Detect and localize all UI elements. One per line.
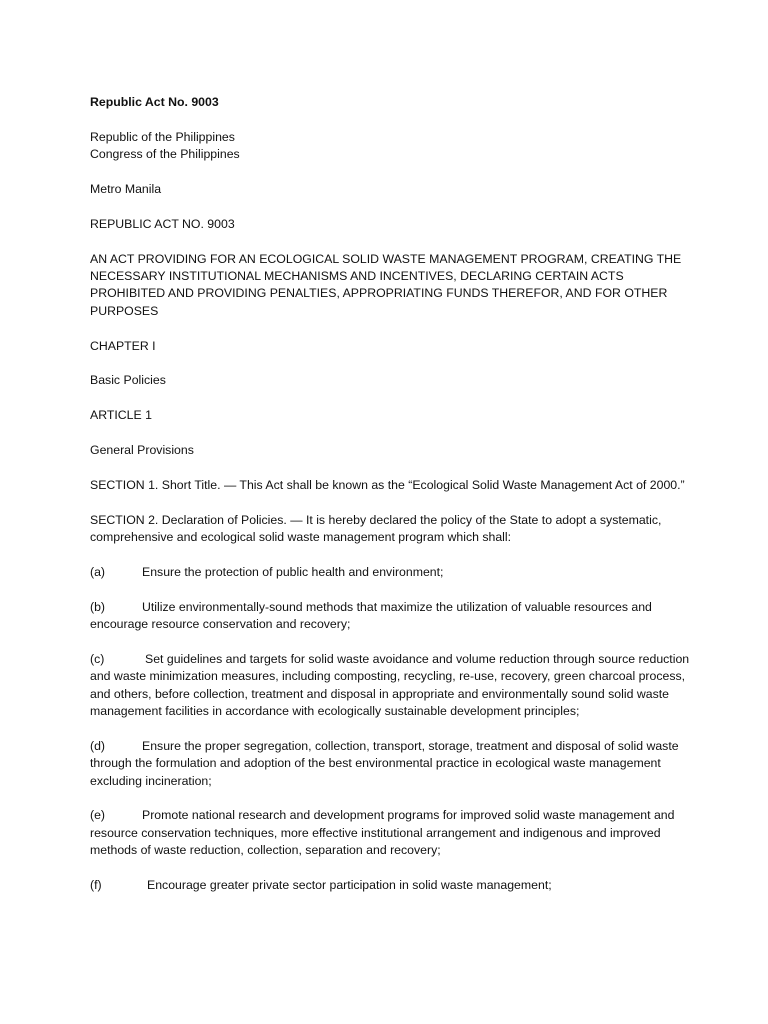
- article-title: General Provisions: [90, 443, 194, 457]
- act-number: REPUBLIC ACT NO. 9003: [90, 216, 235, 231]
- policy-item-label: (f): [90, 878, 102, 893]
- policy-item-text: Ensure the protection of public health and environment;: [142, 564, 444, 579]
- policy-item-d: [90, 738, 690, 790]
- issuing-body: [90, 129, 690, 164]
- section-1: SECTION 1. Short Title. — This Act shall be known as the “Ecological Solid Waste Management Act of 2000.”: [90, 477, 685, 492]
- document-page: [90, 94, 690, 912]
- policy-item-text: Promote national research and development programs for improved solid waste management and resource conservation techniques, more effective institutional arrangement and indigenous and improved methods of waste reduction, collection, separation and recovery;: [90, 808, 675, 858]
- policy-item-label: (c): [90, 651, 105, 666]
- policy-item-b: [90, 599, 690, 634]
- congress-line: Congress of the Philippines: [90, 147, 240, 162]
- document-heading: Republic Act No. 9003: [90, 95, 219, 109]
- article-label: ARTICLE 1: [90, 408, 152, 423]
- policy-item-f: [90, 877, 690, 894]
- policy-item-c: [90, 651, 690, 721]
- chapter-title: Basic Policies: [90, 373, 166, 388]
- policy-item-text: Set guidelines and targets for solid waste avoidance and volume reduction through source reduction and waste minimization measures, including composting, recycling, re-use, recovery, green charcoal process, and others, before collection, treatment and disposal in appropriate and environmentally sound solid waste management facilities in accordance with ecologically sustainable development principles;: [90, 651, 690, 719]
- republic-line: Republic of the Philippines: [90, 129, 235, 144]
- act-title: AN ACT PROVIDING FOR AN ECOLOGICAL SOLID WASTE MANAGEMENT PROGRAM, CREATING THE NECESSARY INSTITUTIONAL MECHANISMS AND INCENTIVES, DECLARING CERTAIN ACTS PROHIBITED AND PROVIDING PENALTIES, APPROPRIATING FUNDS THEREFOR, AND FOR OTHER PURPOSES: [90, 251, 682, 318]
- policy-item-label: (e): [90, 808, 106, 823]
- policy-item-text: Encourage greater private sector participation in solid waste management;: [147, 878, 552, 893]
- policy-item-text: Ensure the proper segregation, collection, transport, storage, treatment and disposal of solid waste through the formulation and adoption of the best environmental practice in ecological waste management excluding incineration;: [90, 738, 679, 788]
- section-2: SECTION 2. Declaration of Policies. — It is hereby declared the policy of the State to adopt a systematic, comprehensive and ecological solid waste management program which shall:: [90, 512, 662, 544]
- policy-item-a: [90, 564, 690, 581]
- policy-item-e: [90, 807, 690, 859]
- policy-item-text: Utilize environmentally-sound methods that maximize the utilization of valuable resources and encourage resource conservation and recovery;: [90, 599, 652, 631]
- policy-item-label: (a): [90, 564, 106, 579]
- policy-item-label: (d): [90, 738, 106, 753]
- policy-item-label: (b): [90, 599, 106, 614]
- location-line: Metro Manila: [90, 182, 162, 196]
- chapter-label: CHAPTER I: [90, 338, 156, 353]
